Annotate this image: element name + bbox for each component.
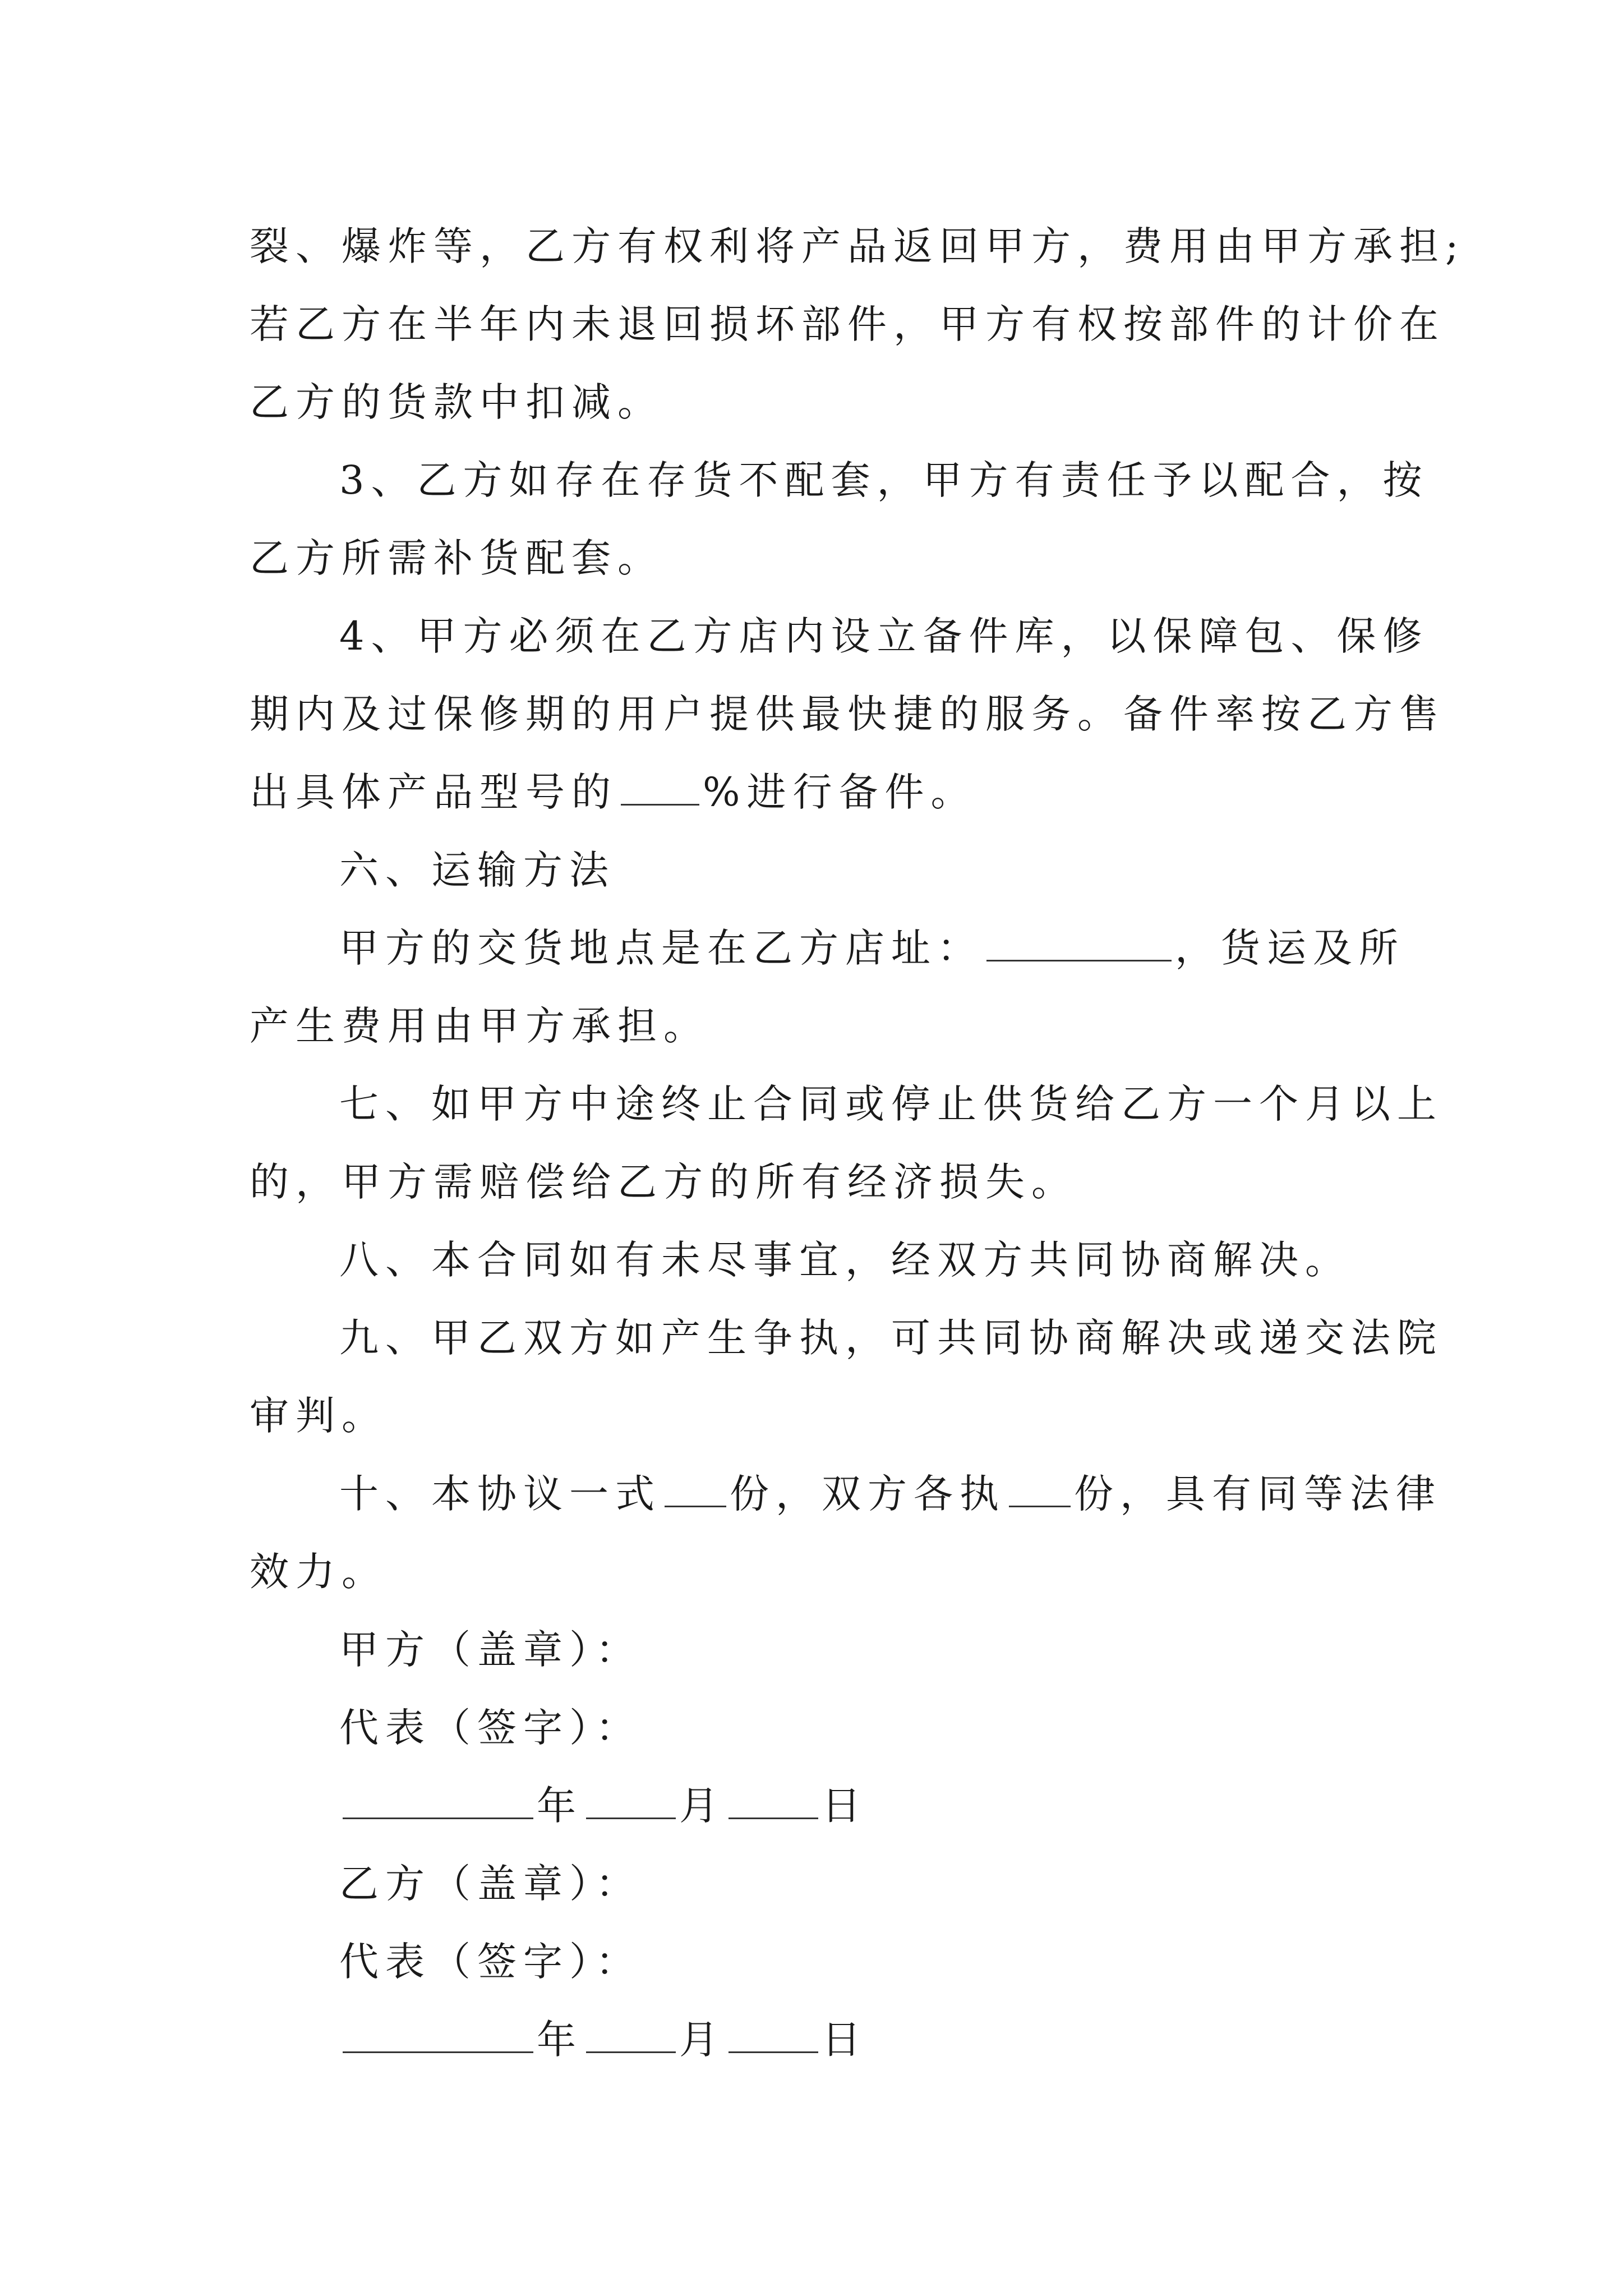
- clause-3: [250, 441, 1429, 597]
- party-b-rep-label: 代表（签字）：: [339, 1939, 642, 1985]
- text-line: [250, 1455, 1442, 1533]
- year-label: 年: [537, 1783, 583, 1829]
- text-line: 裂、爆炸等，乙方有权利将产品返回甲方，费用由甲方承担;: [250, 223, 1465, 269]
- party-a-date: [250, 1767, 1377, 1845]
- month-label: 月: [679, 2017, 725, 2063]
- blank-month: [586, 2012, 676, 2053]
- text-line: 效力。: [250, 1549, 388, 1595]
- text-line: 七、如甲方中途终止合同或停止供货给乙方一个月以上: [339, 1081, 1443, 1127]
- text-line: 九、甲乙双方如产生争执，可共同协商解决或递交法院: [339, 1315, 1443, 1361]
- day-label: 日: [822, 2017, 868, 2063]
- text-line: 4、甲方必须在乙方店内设立备件库，以保障包、保修: [339, 613, 1429, 659]
- blank-day: [728, 2012, 818, 2053]
- party-b-date: [250, 2001, 1377, 2079]
- text-line: 乙方所需补货配套。: [250, 535, 663, 581]
- text-segment: %进行备件。: [703, 769, 977, 815]
- blank-day: [728, 1778, 818, 1819]
- text-line: [250, 753, 1377, 831]
- party-a-rep-label: 代表（签字）：: [339, 1705, 642, 1751]
- blank-year: [343, 2012, 533, 2053]
- text-segment: 甲方的交货地点是在乙方店址：: [339, 925, 983, 971]
- document-body: [250, 208, 1465, 2079]
- section-9: [250, 1299, 1443, 1455]
- text-line: 期内及过保修期的用户提供最快捷的服务。备件率按乙方售: [250, 691, 1445, 737]
- text-line: [250, 909, 1405, 987]
- text-segment: 十、本协议一式: [339, 1471, 661, 1517]
- section-10: [250, 1455, 1442, 1611]
- paragraph-return-policy: [250, 208, 1465, 441]
- year-label: 年: [537, 2017, 583, 2063]
- blank-store-address: [986, 921, 1172, 961]
- section-6-title: [250, 831, 1377, 909]
- text-segment: 出具体产品型号的: [250, 769, 617, 815]
- day-label: 日: [822, 1783, 868, 1829]
- section-8: [250, 1221, 1377, 1299]
- text-segment: 份，双方各执: [730, 1471, 1006, 1517]
- text-line: 八、本合同如有未尽事宜，经双方共同协商解决。: [339, 1237, 1351, 1283]
- text-line: 若乙方在半年内未退回损坏部件，甲方有权按部件的计价在: [250, 301, 1445, 347]
- delivery-clause: [250, 909, 1405, 1065]
- blank-copies-total: [665, 1466, 726, 1507]
- party-a-seal-label: 甲方（盖章）：: [339, 1627, 642, 1673]
- blank-percentage: [621, 765, 699, 806]
- text-line: 审判。: [250, 1393, 388, 1439]
- section-heading: 六、运输方法: [339, 847, 615, 893]
- clause-4: [250, 597, 1445, 831]
- text-segment: ，货运及所: [1175, 925, 1405, 971]
- text-line: 3、乙方如存在存货不配套，甲方有责任予以配合，按: [339, 457, 1429, 503]
- text-line: 的，甲方需赔偿给乙方的所有经济损失。: [250, 1159, 1077, 1205]
- month-label: 月: [679, 1783, 725, 1829]
- party-b-seal-label: 乙方（盖章）：: [339, 1861, 642, 1907]
- text-line: 产生费用由甲方承担。: [250, 1003, 709, 1049]
- blank-year: [343, 1778, 533, 1819]
- text-line: 乙方的货款中扣减。: [250, 379, 663, 425]
- blank-month: [586, 1778, 676, 1819]
- blank-copies-each: [1009, 1466, 1071, 1507]
- text-segment: 份，具有同等法律: [1074, 1471, 1442, 1517]
- section-7: [250, 1065, 1443, 1221]
